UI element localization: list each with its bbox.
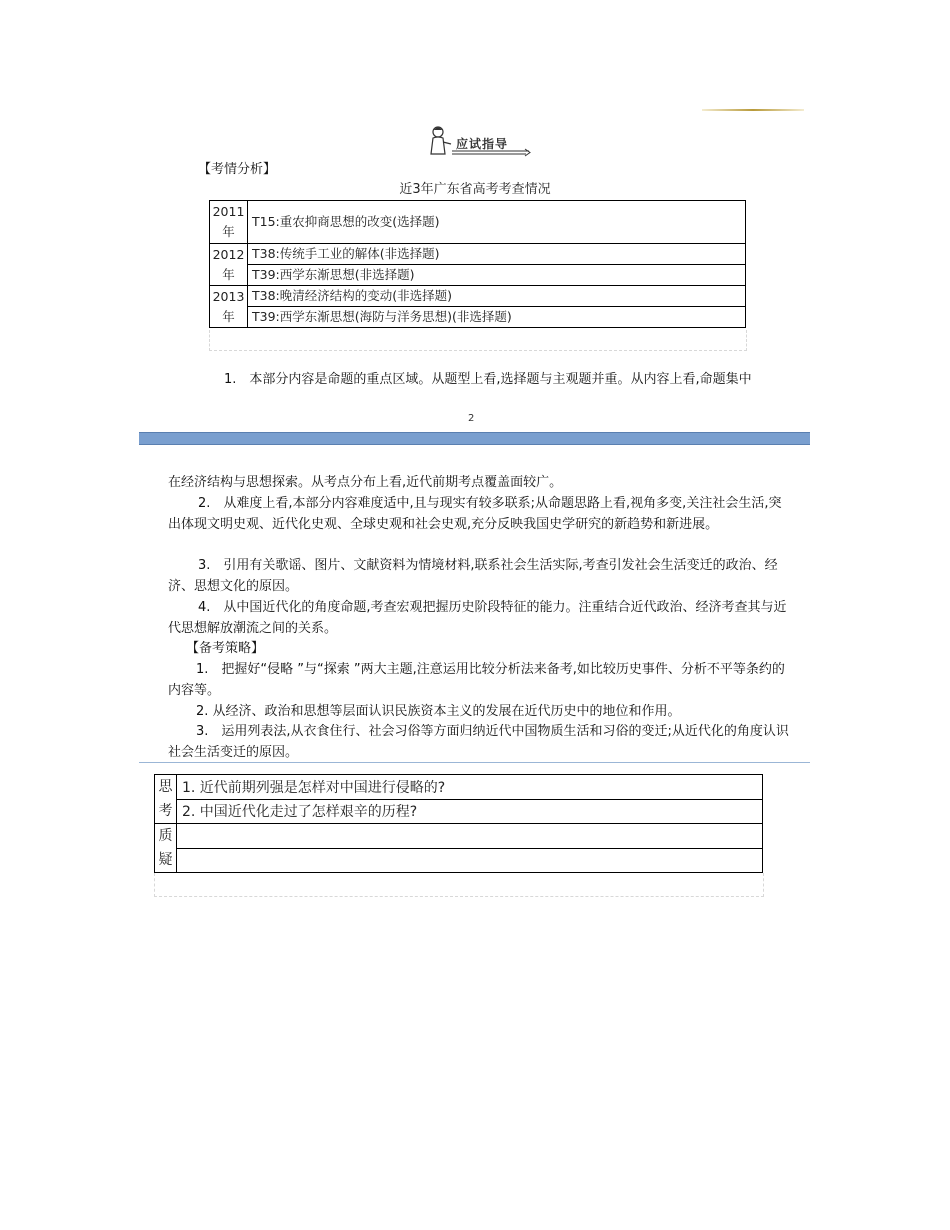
exam-history-table	[209, 200, 746, 328]
table-row	[210, 244, 746, 265]
strategy-item-3: 3. 运用列表法,从衣食住行、社会习俗等方面归纳近代中国物质生活和习俗的变迁;从近代化的角度认识社会生活变迁的原因。	[168, 724, 789, 760]
page-number: 2	[468, 413, 475, 424]
logo-title: 应试指导	[456, 137, 509, 151]
topic-cell: T15:重农抑商思想的改变(选择题)	[248, 201, 746, 244]
analysis-point-1-cont: 在经济结构与思想探索。从考点分布上看,近代前期考点覆盖面较广。	[168, 475, 563, 490]
strategy-heading: 【备考策略】	[186, 641, 265, 656]
section-divider	[139, 762, 810, 763]
table-dotted-border	[154, 873, 764, 897]
table-row	[155, 775, 763, 800]
question-cell: 2. 中国近代化走过了怎样艰辛的历程?	[177, 799, 763, 824]
think-question-table	[154, 774, 763, 873]
table-row	[210, 265, 746, 286]
analysis-point-3: 3. 引用有关歌谣、图片、文献资料为情境材料,联系社会生活实际,考查引发社会生活变迁的政治、经济、思想文化的原因。	[168, 558, 778, 594]
page-break-bar	[139, 432, 810, 445]
table-row	[210, 286, 746, 307]
topic-cell: T39:西学东渐思想(非选择题)	[248, 265, 746, 286]
question-cell: 1. 近代前期列强是怎样对中国进行侵略的?	[177, 775, 763, 800]
analysis-heading: 【考情分析】	[198, 162, 277, 177]
side-char: 疑	[158, 852, 173, 868]
side-char: 质	[158, 828, 173, 844]
decorative-gold-line	[702, 109, 804, 111]
side-char: 考	[158, 803, 173, 819]
topic-cell: T38:传统手工业的解体(非选择题)	[248, 244, 746, 265]
table-row	[155, 848, 763, 873]
strategy-item-2: 2. 从经济、政治和思想等层面认识民族资本主义的发展在近代历史中的地位和作用。	[196, 704, 681, 719]
strategy-item-1: 1. 把握好“侵略 ”与“探索 ”两大主题,注意运用比较分析法来备考,如比较历史事件、分析不平等条约的内容等。	[168, 662, 785, 698]
question-cell	[177, 824, 763, 849]
analysis-point-4: 4. 从中国近代化的角度命题,考查宏观把握历史阶段特征的能力。注重结合近代政治、经济考查其与近代思想解放潮流之间的关系。	[168, 600, 787, 636]
table-row	[210, 201, 746, 244]
analysis-point-2: 2. 从难度上看,本部分内容难度适中,且与现实有较多联系;从命题思路上看,视角多变,关注社会生活,突出体现文明史观、近代化史观、全球史观和社会史观,充分反映我国史学研究的新趋势和新进展。	[168, 496, 782, 532]
year-cell: 2013年	[210, 286, 248, 328]
topic-cell: T39:西学东渐思想(海防与洋务思想)(非选择题)	[248, 307, 746, 328]
side-label-think	[155, 775, 177, 824]
table-caption: 近3年广东省高考考查情况	[399, 182, 551, 197]
question-cell	[177, 848, 763, 873]
topic-cell: T38:晚清经济结构的变动(非选择题)	[248, 286, 746, 307]
table-row	[155, 824, 763, 849]
analysis-point-1: 1. 本部分内容是命题的重点区域。从题型上看,选择题与主观题并重。从内容上看,命题集中	[224, 372, 752, 387]
year-cell: 2012年	[210, 244, 248, 286]
side-label-doubt	[155, 824, 177, 873]
table-row	[155, 799, 763, 824]
table-dotted-border	[209, 330, 747, 351]
year-cell: 2011年	[210, 201, 248, 244]
table-row	[210, 307, 746, 328]
side-char: 思	[158, 779, 173, 795]
